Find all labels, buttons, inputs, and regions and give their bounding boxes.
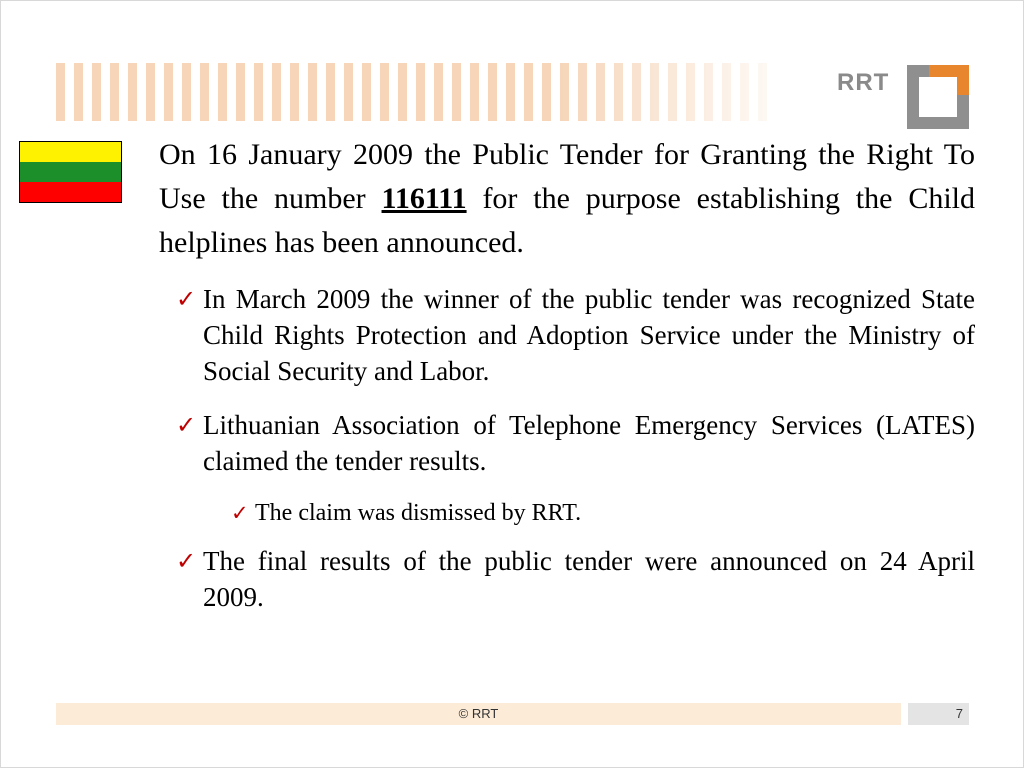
list-item — [159, 543, 975, 615]
intro-text-after: for the purpose establishing the Child helplines has been announced. — [159, 182, 975, 259]
bullet-text: The claim was dismissed by RRT. — [255, 500, 582, 526]
flag-stripe-red — [20, 182, 121, 202]
checkmark-icon: ✓ — [176, 547, 197, 575]
bullet-text: Lithuanian Association of Telephone Emergency Services (LATES) claimed the tender results. — [203, 410, 975, 476]
helpline-number: 116111 — [381, 182, 467, 215]
page-number-box — [908, 703, 969, 725]
list-item — [159, 407, 975, 479]
flag-stripe-yellow — [20, 142, 121, 162]
slide-content — [159, 133, 975, 633]
checkmark-icon: ✓ — [231, 501, 249, 525]
rrt-logo — [837, 63, 969, 131]
checkmark-icon: ✓ — [176, 411, 197, 439]
logo-inner-square — [919, 77, 957, 117]
footer-copyright: © RRT — [458, 706, 499, 721]
checkmark-icon: ✓ — [176, 285, 197, 313]
flag-stripe-green — [20, 162, 121, 182]
bullet-list — [159, 281, 975, 615]
list-item — [159, 281, 975, 389]
page-number: 7 — [955, 706, 963, 721]
intro-paragraph — [159, 133, 975, 265]
lithuania-flag-icon — [19, 141, 122, 203]
logo-text: RRT — [837, 69, 890, 96]
intro-text-before: On 16 January 2009 the Public Tender for Granting the Right To Use the number — [159, 138, 975, 215]
bullet-text: In March 2009 the winner of the public tender was recognized State Child Rights Protection and Adoption Service under the Ministry of Social Security and Labor. — [203, 284, 975, 386]
bullet-text: The final results of the public tender were announced on 24 April 2009. — [203, 546, 975, 612]
header-decoration — [56, 63, 768, 121]
sub-list-item — [159, 497, 975, 529]
footer-bar — [56, 703, 901, 725]
